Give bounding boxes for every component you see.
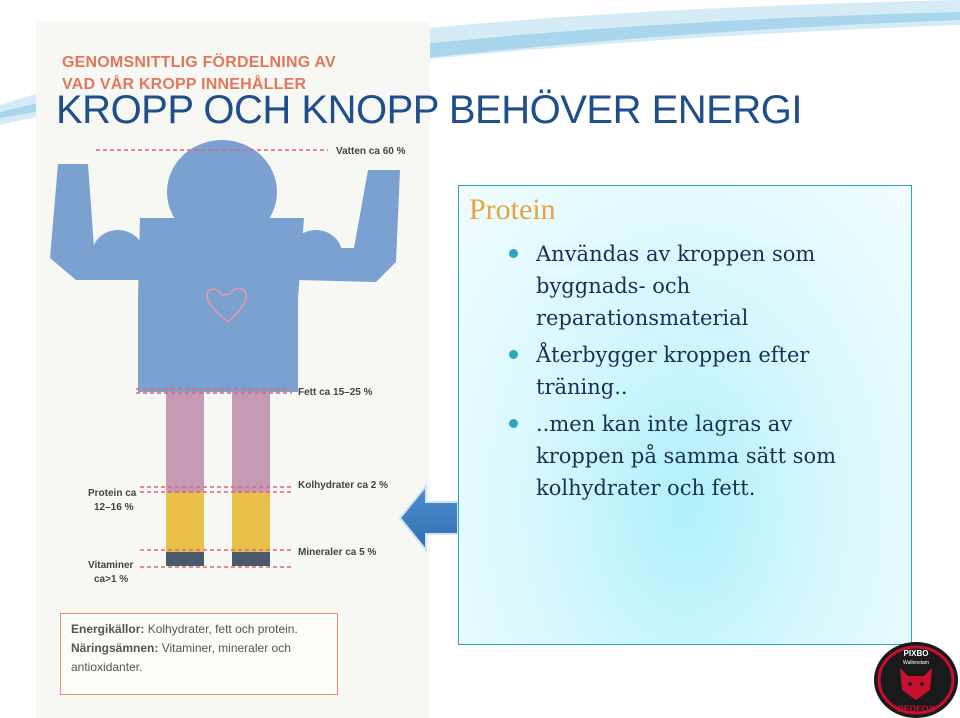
logo-bottom-text: REDFOX xyxy=(897,704,935,714)
bullet-text: ..men kan inte lagras av kroppen på samma sätt som kolhydrater och fett. xyxy=(536,412,837,500)
legend-nutrients-value: Vitaminer, mineraler och xyxy=(161,641,291,655)
vitamins-label-line2: ca>1 % xyxy=(94,574,129,585)
body-composition-figure xyxy=(36,130,430,600)
legend-energy-value: Kolhydrater, fett och protein. xyxy=(147,622,298,636)
left-leg-protein xyxy=(166,392,204,492)
redfox-logo xyxy=(866,638,960,718)
panel-heading: Protein xyxy=(469,193,556,226)
fat-label: Fett ca 15–25 % xyxy=(298,387,373,398)
figure-heading-line2: VAD VÅR KROPP INNEHÅLLER xyxy=(62,76,307,93)
protein-label-line2: 12–16 % xyxy=(94,502,134,513)
arrow-left-icon xyxy=(398,484,460,552)
legend-energy-label: Energikällor: xyxy=(71,622,145,636)
legend-nutrients-label: Näringsämnen: xyxy=(71,641,159,655)
logo-sub-text: Wallenstam xyxy=(903,660,929,666)
bullet-list xyxy=(481,238,901,509)
bullet-item xyxy=(481,238,901,334)
bullet-text: Användas av kroppen som byggnads- och reparationsmaterial xyxy=(536,242,816,330)
figure-heading-line1: GENOMSNITTLIG FÖRDELNING AV xyxy=(62,54,336,71)
carbs-label: Kolhydrater ca 2 % xyxy=(298,480,389,491)
right-leg-minerals xyxy=(232,552,270,566)
bullet-dot-icon xyxy=(509,249,518,258)
right-leg-carbs xyxy=(232,492,270,552)
bullet-item xyxy=(481,339,901,403)
left-leg-minerals xyxy=(166,552,204,566)
legend-row-energy xyxy=(71,620,327,639)
left-leg-carbs xyxy=(166,492,204,552)
legend-nutrients-value-2: antioxidanter. xyxy=(71,660,143,674)
legend-row-nutrients xyxy=(71,639,327,658)
bullet-item xyxy=(481,408,901,504)
body-silhouette-water xyxy=(50,140,400,392)
bullet-text: Återbygger kroppen efter träning.. xyxy=(536,343,810,399)
minerals-label: Mineraler ca 5 % xyxy=(298,547,377,558)
right-leg-protein xyxy=(232,392,270,492)
slide-title: KROPP OCH KNOPP BEHÖVER ENERGI xyxy=(56,88,802,132)
bullet-dot-icon xyxy=(509,419,518,428)
protein-text-panel xyxy=(458,185,912,645)
energy-legend-box xyxy=(60,613,338,695)
bullet-dot-icon xyxy=(509,350,518,359)
water-label: Vatten ca 60 % xyxy=(336,146,406,157)
logo-top-text: PIXBO xyxy=(903,649,929,658)
protein-label-line1: Protein ca xyxy=(88,488,137,499)
vitamins-label-line1: Vitaminer xyxy=(88,560,134,571)
